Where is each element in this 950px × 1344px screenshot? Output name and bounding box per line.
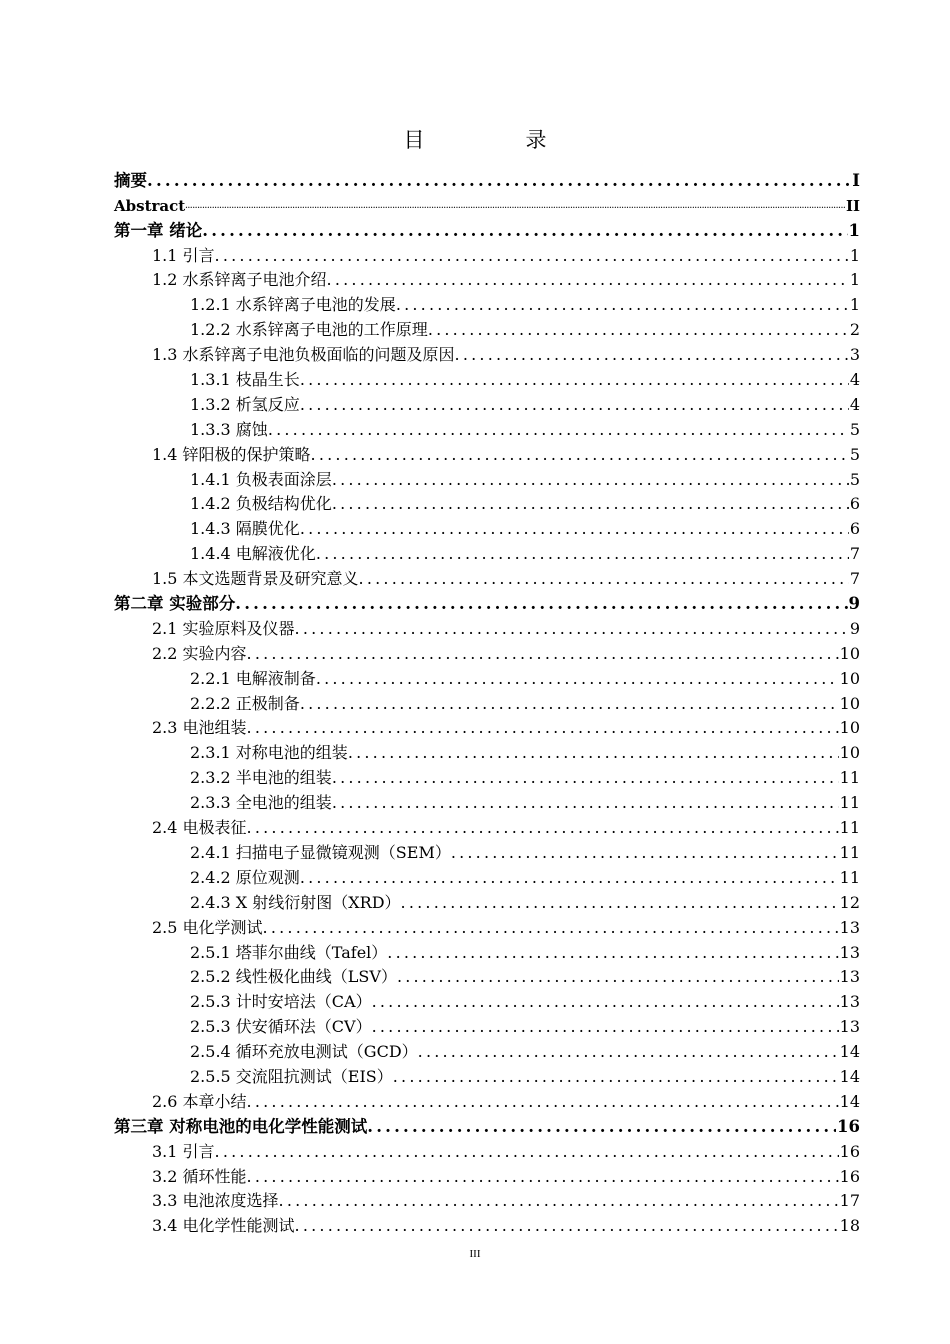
toc-entry-page-number: 3: [849, 345, 860, 365]
table-of-contents: [114, 166, 860, 1236]
toc-entry-label: 1.3.1 枝晶生长: [190, 370, 300, 390]
toc-entry-label: 1.2.1 水系锌离子电池的发展: [190, 295, 396, 315]
toc-entry[interactable]: [114, 1137, 860, 1162]
toc-entry-page-number: 18: [839, 1216, 860, 1236]
toc-entry-label: 3.4 电化学性能测试: [152, 1216, 295, 1236]
page-title: 目 录: [403, 128, 587, 152]
toc-entry[interactable]: [114, 1112, 860, 1137]
toc-dot-leader: [418, 1042, 839, 1062]
toc-entry[interactable]: [114, 639, 860, 664]
toc-entry[interactable]: [114, 938, 860, 963]
toc-entry-page-number: 13: [839, 942, 860, 962]
toc-dot-leader: [451, 843, 839, 863]
toc-entry-label: 2.2 实验内容: [152, 643, 247, 663]
toc-entry-label: 2.3.2 半电池的组装: [190, 768, 332, 788]
toc-dot-leader: [300, 519, 849, 539]
toc-entry[interactable]: [114, 863, 860, 888]
toc-entry-label: 2.4.2 原位观测: [190, 867, 300, 887]
toc-entry[interactable]: [114, 390, 860, 415]
toc-entry[interactable]: [114, 963, 860, 988]
toc-entry[interactable]: [114, 614, 860, 639]
toc-entry-page-number: 7: [849, 544, 860, 564]
toc-entry-label: 2.5 电化学测试: [152, 917, 263, 937]
toc-entry-label: 2.5.5 交流阻抗测试（EIS）: [190, 1066, 393, 1086]
toc-entry-label: 3.3 电池浓度选择: [152, 1191, 279, 1211]
toc-entry-page-number: 5: [849, 419, 860, 439]
toc-entry-page-number: 2: [849, 320, 860, 340]
toc-entry-label: 摘要: [114, 170, 147, 190]
toc-dot-leader: [247, 818, 839, 838]
toc-entry-label: Abstract: [114, 196, 186, 215]
toc-entry-label: 1.2 水系锌离子电池介绍: [152, 270, 327, 290]
toc-dot-leader: [202, 221, 847, 241]
toc-dot-leader: [359, 569, 849, 589]
toc-entry-label: 1.2.2 水系锌离子电池的工作原理: [190, 320, 428, 340]
toc-entry-page-number: 1: [849, 295, 860, 315]
toc-entry-label: 1.4.4 电解液优化: [190, 544, 316, 564]
toc-dot-leader: [279, 1191, 839, 1211]
toc-entry-label: 2.4.3 X 射线衍射图（XRD）: [190, 892, 401, 912]
toc-entry-label: 1.5 本文选题背景及研究意义: [152, 569, 359, 589]
toc-entry[interactable]: [114, 1162, 860, 1187]
toc-entry-page-number: 11: [839, 842, 860, 862]
toc-entry[interactable]: [114, 1037, 860, 1062]
toc-entry-label: 2.3.1 对称电池的组装: [190, 743, 348, 763]
toc-dot-leader: [215, 246, 849, 266]
toc-entry[interactable]: [114, 838, 860, 863]
toc-entry-label: 2.1 实验原料及仪器: [152, 618, 295, 638]
toc-dot-leader: [235, 594, 847, 614]
toc-entry[interactable]: [114, 166, 860, 191]
toc-dot-leader: [247, 644, 839, 664]
toc-entry-page-number: 9: [849, 618, 860, 638]
toc-entry[interactable]: [114, 1087, 860, 1112]
toc-entry-page-number: 4: [849, 370, 860, 390]
toc-entry-page-number: 16: [839, 1166, 860, 1186]
toc-entry-label: 2.2.1 电解液制备: [190, 668, 316, 688]
toc-entry[interactable]: [114, 191, 860, 216]
toc-dot-leader: [147, 171, 851, 191]
toc-dot-leader: [268, 420, 849, 440]
toc-entry-page-number: 10: [839, 743, 860, 763]
toc-entry-page-number: 6: [849, 494, 860, 514]
toc-entry-page-number: 7: [849, 569, 860, 589]
toc-entry[interactable]: [114, 664, 860, 689]
toc-dot-leader: [428, 320, 849, 340]
toc-entry[interactable]: [114, 689, 860, 714]
toc-entry-page-number: II: [845, 196, 860, 215]
toc-entry-label: 1.3.2 析氢反应: [190, 394, 300, 414]
toc-entry-page-number: 13: [839, 917, 860, 937]
toc-dot-leader: [327, 270, 849, 290]
toc-dot-leader: [455, 345, 849, 365]
toc-entry-page-number: 12: [839, 892, 860, 912]
toc-dot-leader: [332, 768, 839, 788]
toc-entry-page-number: 5: [849, 444, 860, 464]
toc-dot-leader: [311, 445, 849, 465]
toc-entry[interactable]: [114, 490, 860, 515]
toc-dot-leader: [396, 295, 849, 315]
toc-entry-page-number: 1: [849, 270, 860, 290]
toc-dot-leader: [372, 1017, 839, 1037]
toc-dot-leader: [247, 1092, 839, 1112]
toc-dot-leader: [185, 196, 845, 216]
toc-entry-label: 第一章 绪论: [114, 220, 203, 240]
toc-dot-leader: [295, 619, 849, 639]
toc-entry[interactable]: [114, 315, 860, 340]
toc-entry-page-number: 17: [839, 1191, 860, 1211]
toc-entry-label: 3.1 引言: [152, 1141, 215, 1161]
toc-dot-leader: [300, 868, 839, 888]
toc-dot-leader: [367, 1117, 836, 1137]
toc-dot-leader: [316, 669, 839, 689]
toc-entry-page-number: 13: [839, 1017, 860, 1037]
toc-entry[interactable]: [114, 216, 860, 241]
toc-entry-label: 2.3.3 全电池的组装: [190, 793, 332, 813]
toc-entry-page-number: 6: [849, 519, 860, 539]
toc-entry-label: 第三章 对称电池的电化学性能测试: [114, 1116, 368, 1136]
toc-entry[interactable]: [114, 1012, 860, 1037]
toc-entry[interactable]: [114, 888, 860, 913]
toc-dot-leader: [295, 1216, 839, 1236]
toc-entry-label: 1.3 水系锌离子电池负极面临的问题及原因: [152, 345, 455, 365]
toc-entry-label: 1.4.3 隔膜优化: [190, 519, 300, 539]
toc-entry[interactable]: [114, 241, 860, 266]
toc-entry-page-number: 10: [839, 693, 860, 713]
toc-entry-label: 1.4 锌阳极的保护策略: [152, 444, 311, 464]
toc-entry-label: 第二章 实验部分: [114, 594, 236, 614]
toc-entry[interactable]: [114, 539, 860, 564]
toc-dot-leader: [247, 1167, 839, 1187]
toc-entry-page-number: 1: [848, 220, 860, 240]
toc-entry[interactable]: [114, 465, 860, 490]
footer-page-number: III: [469, 1248, 481, 1260]
toc-entry-label: 1.1 引言: [152, 245, 215, 265]
toc-entry[interactable]: [114, 415, 860, 440]
toc-entry[interactable]: [114, 440, 860, 465]
toc-dot-leader: [300, 395, 849, 415]
toc-entry-label: 1.4.1 负极表面涂层: [190, 469, 332, 489]
toc-entry-label: 2.4 电极表征: [152, 818, 247, 838]
toc-entry-page-number: 10: [839, 718, 860, 738]
toc-entry-page-number: 16: [837, 1116, 860, 1136]
toc-entry[interactable]: [114, 266, 860, 291]
toc-entry[interactable]: [114, 340, 860, 365]
toc-entry-page-number: 5: [849, 469, 860, 489]
toc-entry-page-number: 13: [839, 992, 860, 1012]
toc-entry-label: 2.5.2 线性极化曲线（LSV）: [190, 967, 397, 987]
toc-entry-label: 2.5.4 循环充放电测试（GCD）: [190, 1042, 418, 1062]
toc-entry[interactable]: [114, 1211, 860, 1236]
toc-dot-leader: [263, 918, 839, 938]
toc-entry[interactable]: [114, 1187, 860, 1212]
toc-entry-label: 2.6 本章小结: [152, 1091, 247, 1111]
toc-entry-page-number: 11: [839, 867, 860, 887]
toc-entry[interactable]: [114, 589, 860, 614]
toc-entry-page-number: I: [852, 170, 860, 190]
toc-dot-leader: [300, 694, 839, 714]
toc-dot-leader: [247, 718, 839, 738]
toc-dot-leader: [348, 743, 839, 763]
toc-entry[interactable]: [114, 763, 860, 788]
toc-dot-leader: [332, 494, 849, 514]
toc-dot-leader: [401, 893, 839, 913]
toc-entry-page-number: 14: [839, 1066, 860, 1086]
toc-entry-label: 3.2 循环性能: [152, 1166, 247, 1186]
toc-entry-label: 2.2.2 正极制备: [190, 693, 300, 713]
toc-entry-page-number: 10: [839, 668, 860, 688]
toc-entry-page-number: 1: [849, 245, 860, 265]
toc-entry-label: 2.5.3 伏安循环法（CV）: [190, 1017, 372, 1037]
toc-dot-leader: [387, 943, 838, 963]
toc-entry-label: 1.4.2 负极结构优化: [190, 494, 332, 514]
toc-entry-page-number: 11: [839, 793, 860, 813]
toc-entry-label: 2.5.3 计时安培法（CA）: [190, 992, 372, 1012]
toc-entry[interactable]: [114, 714, 860, 739]
toc-entry[interactable]: [114, 788, 860, 813]
toc-entry-label: 2.4.1 扫描电子显微镜观测（SEM）: [190, 842, 451, 862]
toc-entry[interactable]: [114, 564, 860, 589]
toc-dot-leader: [332, 470, 849, 490]
toc-dot-leader: [215, 1142, 839, 1162]
toc-entry-page-number: 16: [839, 1141, 860, 1161]
toc-entry-label: 1.3.3 腐蚀: [190, 419, 268, 439]
toc-entry-page-number: 14: [839, 1091, 860, 1111]
toc-entry[interactable]: [114, 514, 860, 539]
toc-entry-page-number: 4: [849, 394, 860, 414]
toc-dot-leader: [372, 992, 839, 1012]
toc-entry[interactable]: [114, 290, 860, 315]
toc-dot-leader: [300, 370, 849, 390]
toc-dot-leader: [332, 793, 839, 813]
toc-entry-label: 2.5.1 塔菲尔曲线（Tafel）: [190, 942, 388, 962]
toc-entry[interactable]: [114, 1062, 860, 1087]
toc-entry[interactable]: [114, 365, 860, 390]
toc-dot-leader: [393, 1067, 839, 1087]
toc-entry-page-number: 11: [839, 768, 860, 788]
toc-entry[interactable]: [114, 913, 860, 938]
toc-entry-page-number: 13: [839, 967, 860, 987]
toc-entry-page-number: 10: [839, 643, 860, 663]
toc-entry-page-number: 11: [839, 818, 860, 838]
toc-entry-page-number: 9: [848, 594, 860, 614]
toc-entry[interactable]: [114, 813, 860, 838]
toc-entry-page-number: 14: [839, 1042, 860, 1062]
toc-dot-leader: [397, 967, 839, 987]
toc-entry[interactable]: [114, 738, 860, 763]
toc-entry-label: 2.3 电池组装: [152, 718, 247, 738]
toc-dot-leader: [316, 544, 849, 564]
toc-entry[interactable]: [114, 987, 860, 1012]
